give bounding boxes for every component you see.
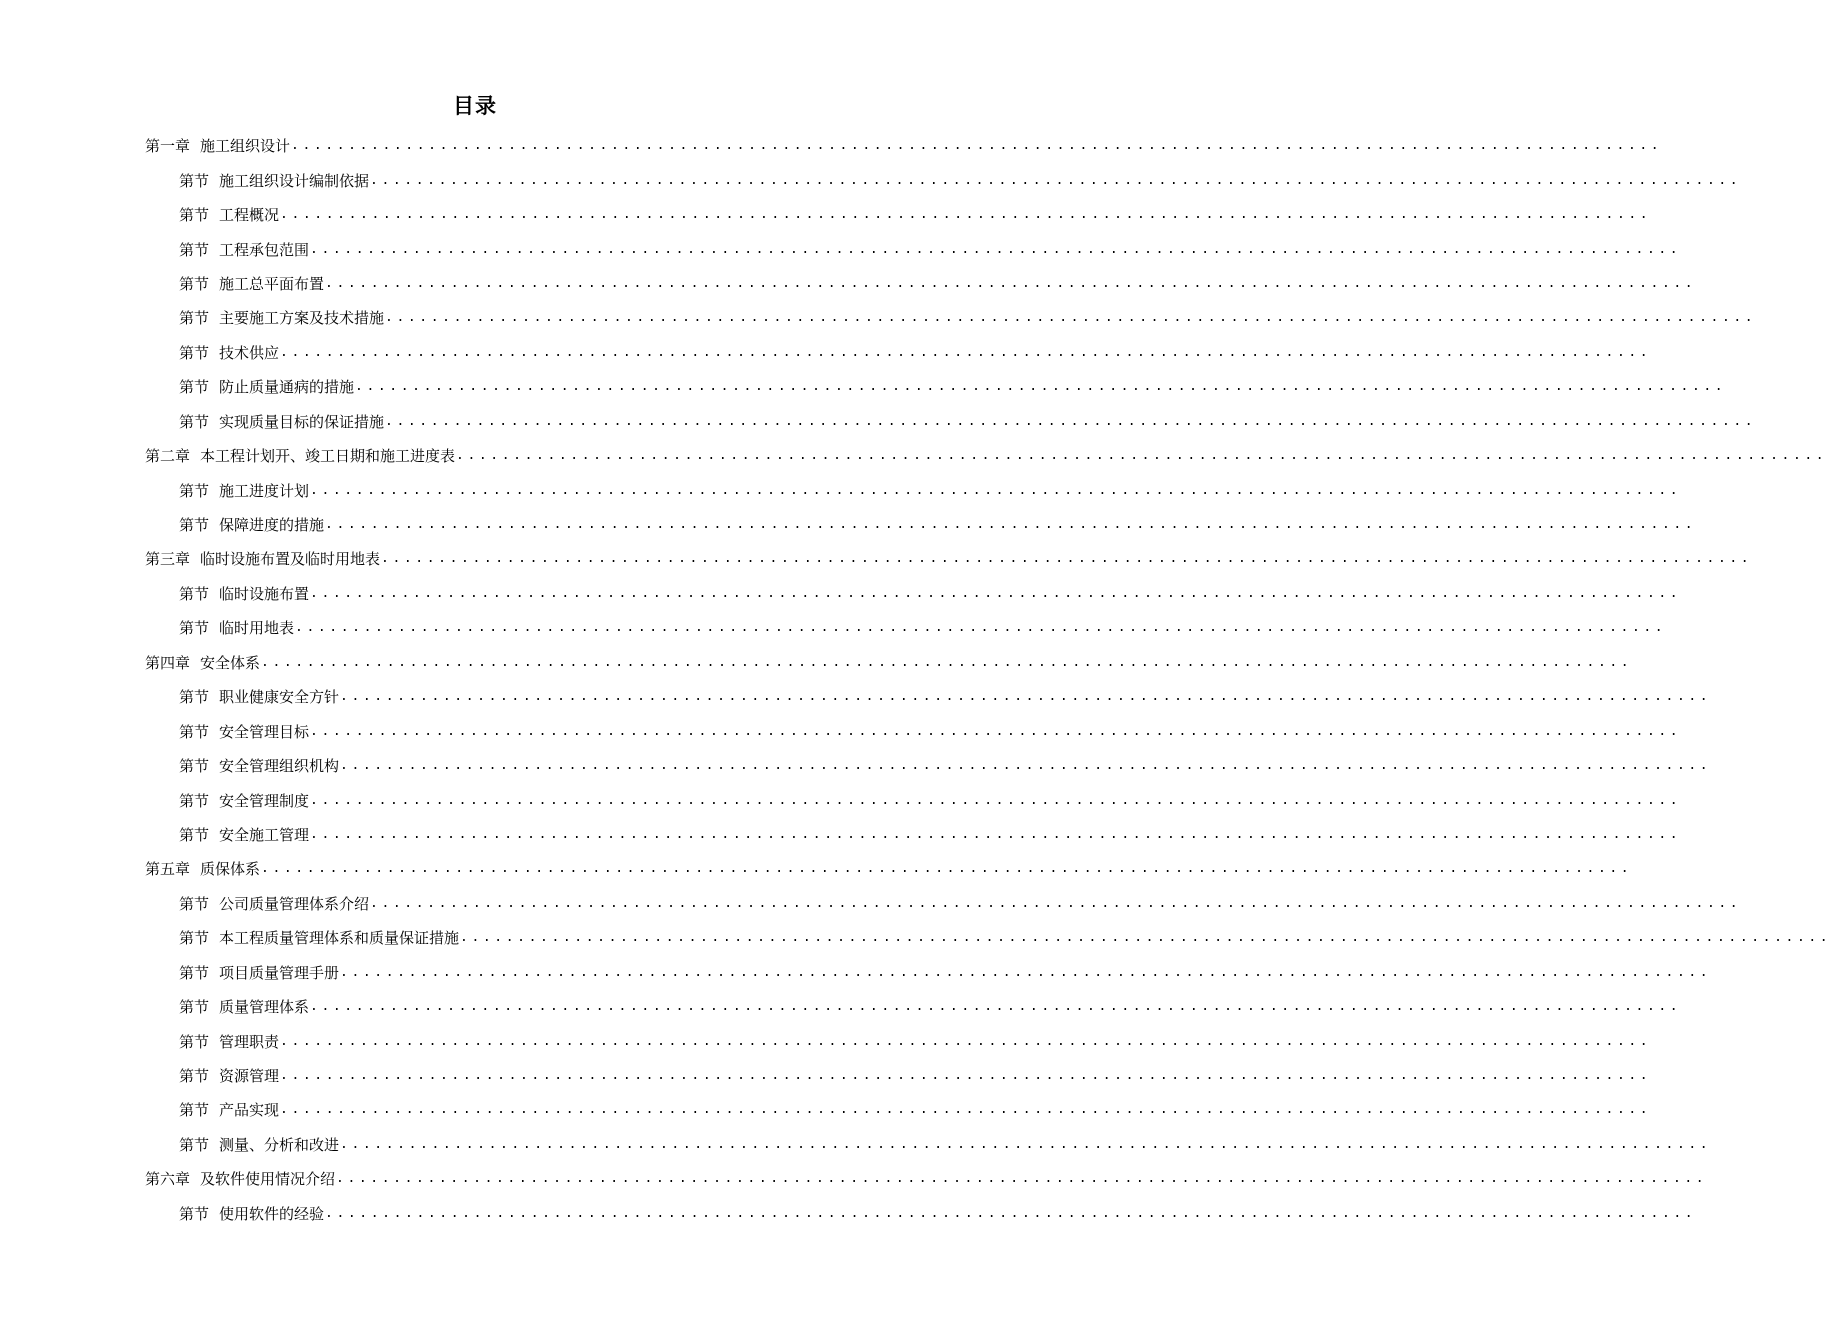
toc-entry-title: 管理职责 <box>219 1032 280 1051</box>
toc-entry-number: 第三章 <box>145 550 191 569</box>
toc-entry-number: 第节 <box>179 343 210 362</box>
toc-section-entry[interactable] <box>145 956 1712 990</box>
toc-section-entry[interactable] <box>145 680 1712 714</box>
toc-entry-title: 临时用地表 <box>219 619 295 638</box>
toc-entry-number: 第节 <box>179 584 210 603</box>
toc-chapter-entry[interactable] <box>145 542 1753 576</box>
toc-section-entry[interactable] <box>145 749 1712 783</box>
toc-section-entry[interactable] <box>145 1059 1652 1093</box>
toc-entry-number: 第节 <box>179 688 210 707</box>
toc-section-entry[interactable] <box>145 1024 1652 1058</box>
toc-entry-number: 第节 <box>179 825 210 844</box>
toc-entry-number: 第节 <box>179 378 210 397</box>
toc-chapter-entry[interactable] <box>145 129 1663 163</box>
toc-dot-leader: ........................................................................................................................ <box>355 379 1727 395</box>
toc-dot-leader: ........................................................................................................................ <box>261 861 1633 877</box>
toc-entry-title: 技术供应 <box>219 343 280 362</box>
toc-section-entry[interactable] <box>145 714 1682 748</box>
toc-section-entry[interactable] <box>145 405 1757 439</box>
toc-entry-title: 测量、分析和改进 <box>219 1135 340 1154</box>
toc-entry-number: 第节 <box>179 481 210 500</box>
toc-section-entry[interactable] <box>145 473 1682 507</box>
toc-dot-leader: ........................................................................................................................ <box>310 585 1682 601</box>
toc-entry-number: 第节 <box>179 274 210 293</box>
toc-section-entry[interactable] <box>145 1093 1652 1127</box>
toc-dot-leader: ........................................................................................................................ <box>310 826 1682 842</box>
toc-dot-leader: ........................................................................................................................ <box>325 1205 1697 1221</box>
page-title: 目录 <box>453 93 497 118</box>
toc-dot-leader: ........................................................................................................................ <box>340 689 1712 705</box>
toc-dot-leader: ........................................................................................................................ <box>460 930 1831 946</box>
toc-entry-number: 第六章 <box>145 1170 191 1189</box>
toc-entry-number: 第二章 <box>145 447 191 466</box>
toc-section-entry[interactable] <box>145 921 1831 955</box>
toc-entry-number: 第节 <box>179 516 210 535</box>
toc-entry-title: 施工进度计划 <box>219 481 310 500</box>
toc-entry-title: 防止质量通病的措施 <box>219 378 355 397</box>
toc-entry-title: 项目质量管理手册 <box>219 963 340 982</box>
toc-dot-leader: ........................................................................................................................ <box>340 1136 1712 1152</box>
toc-entry-number: 第一章 <box>145 137 191 156</box>
toc-entry-number: 第节 <box>179 998 210 1017</box>
toc-entry-title: 临时设施布置及临时用地表 <box>200 550 381 569</box>
toc-entry-title: 保障进度的措施 <box>219 516 325 535</box>
toc-entry-title: 施工组织设计 <box>200 137 291 156</box>
toc-entry-number: 第节 <box>179 206 210 225</box>
toc-entry-number: 第节 <box>179 791 210 810</box>
toc-entry-title: 资源管理 <box>219 1067 280 1086</box>
toc-entry-title: 安全体系 <box>200 653 261 672</box>
toc-dot-leader: ........................................................................................................................ <box>291 138 1663 154</box>
toc-entry-number: 第节 <box>179 757 210 776</box>
toc-section-entry[interactable] <box>145 370 1727 404</box>
toc-entry-title: 施工组织设计编制依据 <box>219 171 370 190</box>
toc-entry-title: 职业健康安全方针 <box>219 688 340 707</box>
toc-dot-leader: ........................................................................................................................ <box>385 413 1757 429</box>
toc-section-entry[interactable] <box>145 783 1682 817</box>
toc-dot-leader: ........................................................................................................................ <box>310 241 1682 257</box>
toc-chapter-entry[interactable] <box>145 852 1633 886</box>
toc-dot-leader: ........................................................................................................................ <box>325 275 1697 291</box>
toc-dot-leader: ........................................................................................................................ <box>336 1171 1708 1187</box>
toc-section-entry[interactable] <box>145 267 1697 301</box>
toc-entry-number: 第节 <box>179 1067 210 1086</box>
toc-section-entry[interactable] <box>145 1197 1697 1231</box>
toc-dot-leader: ........................................................................................................................ <box>456 448 1828 464</box>
toc-dot-leader: ........................................................................................................................ <box>370 172 1742 188</box>
toc-dot-leader: ........................................................................................................................ <box>385 310 1757 326</box>
toc-entry-number: 第节 <box>179 722 210 741</box>
toc-dot-leader: ........................................................................................................................ <box>295 620 1667 636</box>
toc-section-entry[interactable] <box>145 577 1682 611</box>
toc-entry-number: 第节 <box>179 894 210 913</box>
toc-entry-number: 第节 <box>179 1032 210 1051</box>
toc-section-entry[interactable] <box>145 508 1697 542</box>
toc-entry-number: 第四章 <box>145 653 191 672</box>
toc-dot-leader: ........................................................................................................................ <box>280 1068 1652 1084</box>
toc-dot-leader: ........................................................................................................................ <box>381 551 1753 567</box>
toc-chapter-entry[interactable] <box>145 439 1828 473</box>
toc-dot-leader: ........................................................................................................................ <box>261 654 1633 670</box>
toc-section-entry[interactable] <box>145 336 1652 370</box>
toc-entry-title: 安全施工管理 <box>219 825 310 844</box>
toc-section-entry[interactable] <box>145 1128 1712 1162</box>
toc-dot-leader: ........................................................................................................................ <box>340 758 1712 774</box>
toc-entry-number: 第节 <box>179 963 210 982</box>
toc-entry-title: 质量管理体系 <box>219 998 310 1017</box>
toc-entry-title: 安全管理目标 <box>219 722 310 741</box>
toc-entry-title: 工程承包范围 <box>219 240 310 259</box>
toc-section-entry[interactable] <box>145 198 1652 232</box>
toc-section-entry[interactable] <box>145 818 1682 852</box>
toc-entry-number: 第节 <box>179 171 210 190</box>
toc-dot-leader: ........................................................................................................................ <box>310 723 1682 739</box>
toc-entry-title: 临时设施布置 <box>219 584 310 603</box>
toc-entry-title: 工程概况 <box>219 206 280 225</box>
toc-dot-leader: ........................................................................................................................ <box>370 895 1742 911</box>
toc-dot-leader: ........................................................................................................................ <box>340 964 1712 980</box>
toc-entry-number: 第节 <box>179 309 210 328</box>
toc-entry-number: 第节 <box>179 240 210 259</box>
toc-entry-title: 本工程质量管理体系和质量保证措施 <box>219 929 460 948</box>
toc-dot-leader: ........................................................................................................................ <box>280 207 1652 223</box>
toc-entry-title: 实现质量目标的保证措施 <box>219 412 385 431</box>
toc-entry-title: 使用软件的经验 <box>219 1204 325 1223</box>
toc-entry-number: 第节 <box>179 1204 210 1223</box>
toc-dot-leader: ........................................................................................................................ <box>280 1102 1652 1118</box>
toc-entry-title: 产品实现 <box>219 1101 280 1120</box>
toc-section-entry[interactable] <box>145 611 1667 645</box>
toc-entry-number: 第节 <box>179 1135 210 1154</box>
toc-entry-title: 安全管理组织机构 <box>219 757 340 776</box>
toc-entry-title: 公司质量管理体系介绍 <box>219 894 370 913</box>
toc-entry-number: 第节 <box>179 929 210 948</box>
toc-entry-title: 及软件使用情况介绍 <box>200 1170 336 1189</box>
toc-section-entry[interactable] <box>145 163 1742 197</box>
toc-dot-leader: ........................................................................................................................ <box>280 1033 1652 1049</box>
toc-entry-title: 主要施工方案及技术措施 <box>219 309 385 328</box>
toc-entry-number: 第节 <box>179 412 210 431</box>
toc-entry-title: 质保体系 <box>200 860 261 879</box>
toc-dot-leader: ........................................................................................................................ <box>310 999 1682 1015</box>
toc-entry-title: 施工总平面布置 <box>219 274 325 293</box>
table-of-contents <box>145 129 1831 1231</box>
toc-entry-number: 第节 <box>179 619 210 638</box>
toc-chapter-entry[interactable] <box>145 646 1633 680</box>
toc-entry-number: 第五章 <box>145 860 191 879</box>
toc-dot-leader: ........................................................................................................................ <box>280 344 1652 360</box>
toc-section-entry[interactable] <box>145 990 1682 1024</box>
toc-section-entry[interactable] <box>145 887 1742 921</box>
toc-entry-title: 本工程计划开、竣工日期和施工进度表 <box>200 447 456 466</box>
toc-entry-number: 第节 <box>179 1101 210 1120</box>
toc-section-entry[interactable] <box>145 232 1682 266</box>
toc-dot-leader: ........................................................................................................................ <box>310 792 1682 808</box>
toc-entry-title: 安全管理制度 <box>219 791 310 810</box>
toc-dot-leader: ........................................................................................................................ <box>325 517 1697 533</box>
toc-chapter-entry[interactable] <box>145 1162 1708 1196</box>
toc-dot-leader: ........................................................................................................................ <box>310 482 1682 498</box>
toc-section-entry[interactable] <box>145 301 1757 335</box>
